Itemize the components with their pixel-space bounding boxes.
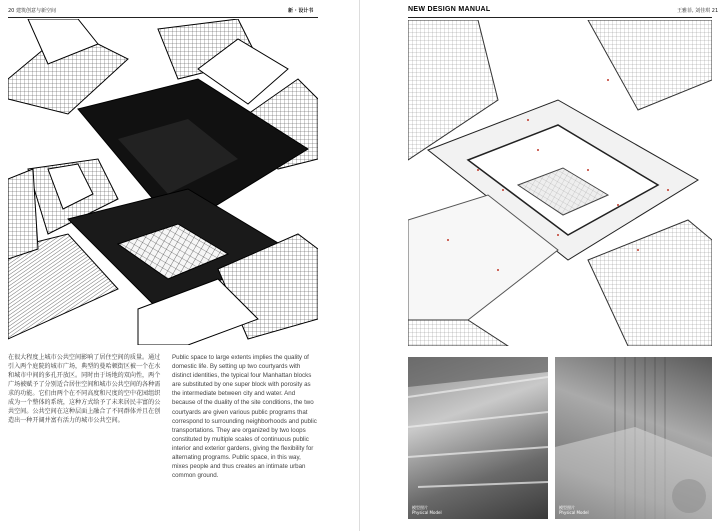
photo-right-caption: 模型照片 Physical Model bbox=[559, 505, 589, 515]
chinese-body-text: 在很大程度上城市公共空间影响了居住空间的质量。通过引入两个庭院的城市广场，典型的曼哈顿街区被一个在水和城市中间的多孔开放区。同时由于场地的双向性，两个广场被赋予了分别适合居住空间和城市公共空间的各种需求的功能。它们由两个在不同高度和尺度的空中花园组织成为一个整体的系统，这种方式给予了未来居民丰富的公共空间。公共空间在这种层面上融合了不同群体并且在创造出一种开阔并富有活力的城市公共空间。 bbox=[8, 354, 161, 424]
right-running-title: NEW DESIGN MANUAL bbox=[408, 6, 491, 13]
photo-left-caption: 模型照片 Physical Model bbox=[412, 505, 442, 515]
watermark-logo bbox=[672, 479, 706, 513]
english-body-text: Public space to large extents implies the quality of domestic life. By setting up two courtyards with distinct identities, the typical four Manhattan blocks are substituted by one super block with porosity as the intermediate between city and water. And because of the duality of the site conditions, the two courtyards are given various public programs that correspond to surrounding neighborhoods and public transportations. They are organized by two loops constituted by multiple scales of continuous public interior and exterior gardens, giving the flexibility for alternating programs. Public space, in this way, mixes people and thus creates an intimate urban common ground. bbox=[172, 354, 317, 480]
left-running-header: 20 建筑创意与新空间 bbox=[8, 8, 56, 14]
left-section-title: 新 · 设计书 bbox=[288, 8, 314, 14]
physical-model-photo-left bbox=[408, 357, 548, 519]
axonometric-drawing-right bbox=[408, 20, 712, 346]
physical-model-photo-right bbox=[555, 357, 712, 519]
left-header-rule bbox=[8, 17, 318, 18]
right-running-header: 王雅菲, 刘佳琪 21 bbox=[677, 8, 719, 14]
axonometric-drawing-left bbox=[8, 19, 318, 345]
right-header-rule bbox=[408, 17, 712, 18]
